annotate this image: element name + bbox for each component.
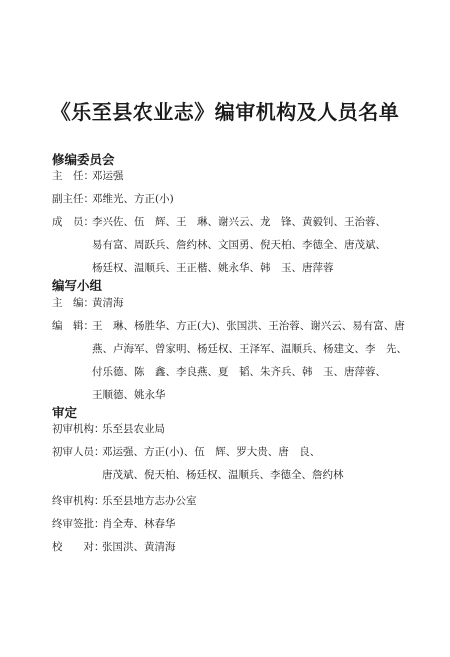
- entry-label: 初审机构：: [52, 423, 105, 435]
- entry-label: 主 编：: [52, 297, 94, 309]
- entry-initial-reviewers: [52, 441, 412, 487]
- entry-label: 主 任：: [52, 170, 94, 182]
- entry-editors: [52, 315, 412, 407]
- entry-deputy-director: [52, 188, 412, 211]
- entry-director: [52, 165, 412, 188]
- entry-members: [52, 211, 412, 280]
- section-heading-review: 审定: [52, 405, 78, 420]
- entry-proofreading: [52, 536, 412, 559]
- entry-label: 编 辑：: [52, 320, 94, 332]
- entry-value: 肖全寿、林春华: [102, 518, 176, 530]
- entry-label: 成 员：: [52, 216, 94, 228]
- entry-final-approval: [52, 513, 412, 536]
- entry-value: 乐至县地方志办公室: [102, 495, 197, 507]
- entry-initial-review-org: [52, 418, 412, 441]
- entry-value: 邓运强: [92, 170, 124, 182]
- entry-value: 王 琳、杨胜华、方正(大)、张国洪、王治蓉、谢兴云、易有富、唐 燕、卢海军、曾家明、杨廷权、王泽军、温顺兵、杨建文、李 先、 付乐德、陈 鑫、李良燕、夏 韬、朱齐兵、韩 玉、唐萍蓉、 王顺德、姚永华: [92, 320, 407, 401]
- entry-final-review-org: [52, 490, 412, 513]
- entry-value: 黄清海: [92, 297, 124, 309]
- entry-label: 初审人员：: [52, 446, 105, 458]
- entry-label: 终审机构：: [52, 495, 105, 507]
- page-title: 《乐至县农业志》编审机构及人员名单: [50, 100, 400, 124]
- entry-label: 校 对：: [52, 541, 105, 553]
- entry-value: 邓维光、方正(小): [92, 193, 174, 205]
- section-heading-committee: 修编委员会: [52, 152, 115, 167]
- entry-label: 终审签批：: [52, 518, 105, 530]
- entry-label: 副主任：: [52, 193, 94, 205]
- entry-value: 张国洪、黄清海: [102, 541, 176, 553]
- entry-value: 乐至县农业局: [102, 423, 165, 435]
- entry-chief-editor: [52, 292, 412, 315]
- entry-value: 李兴佐、伍 辉、王 琳、谢兴云、龙 锋、黄毅钊、王治蓉、 易有富、周跃兵、詹约林、文国勇、倪天柏、李德全、唐茂斌、 杨廷权、温顺兵、王正楷、姚永华、韩 玉、唐萍蓉: [92, 216, 386, 274]
- section-heading-writing-group: 编写小组: [52, 278, 103, 293]
- entry-value: 邓运强、方正(小)、伍 辉、罗大贵、唐 良、 唐茂斌、倪天柏、杨廷权、温顺兵、李德全、詹约林: [102, 446, 344, 481]
